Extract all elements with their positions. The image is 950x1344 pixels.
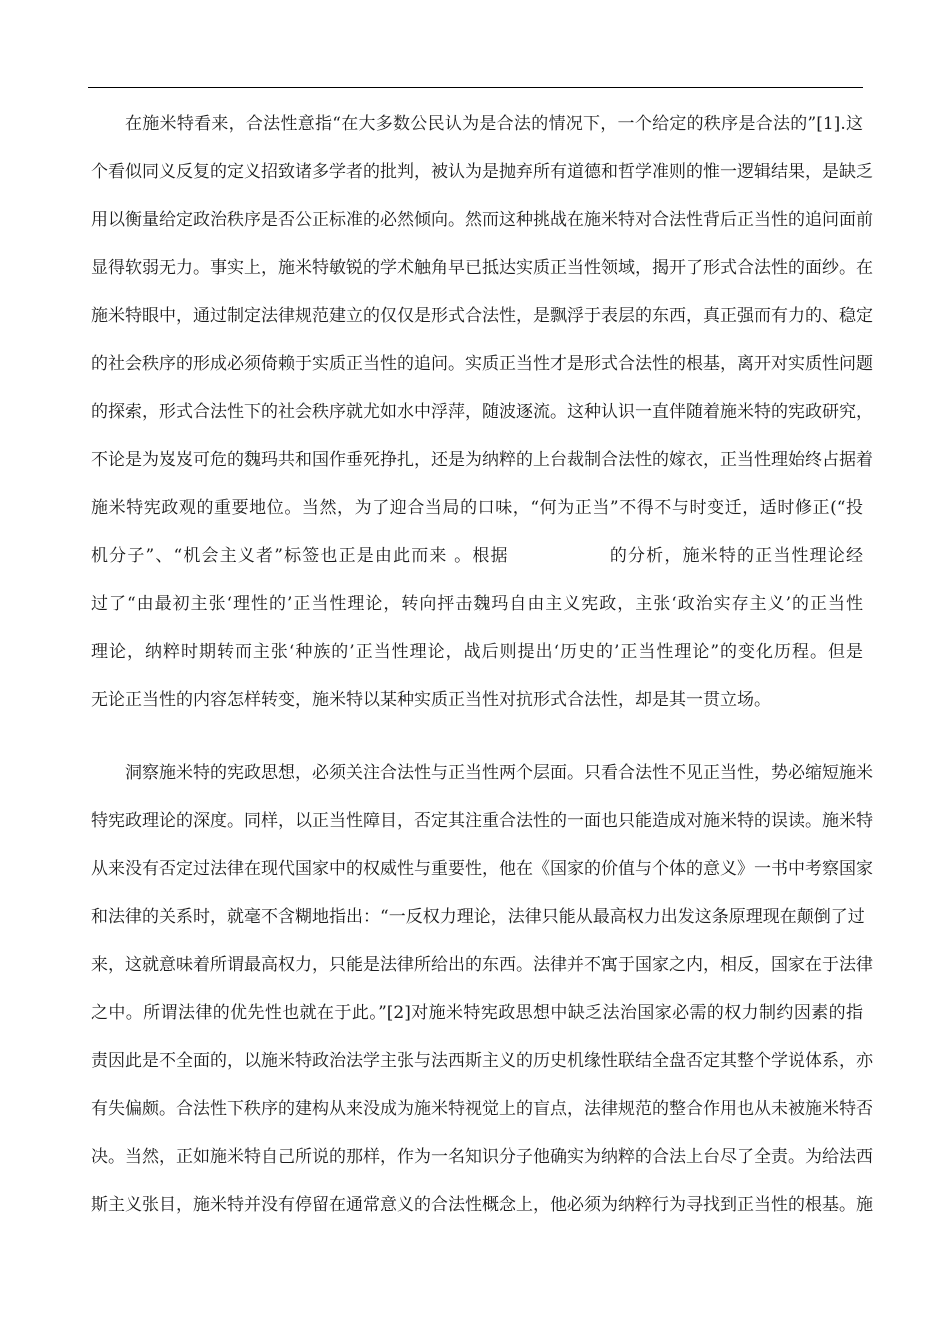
paragraph-1-line-1: 在施米特看来，合法性意指“在大多数公民认为是合法的情况下，一个给定的秩序是合法的”[1].这: [125, 114, 863, 134]
paragraph-2-line-7: 责因此是不全面的，以施米特政治法学主张与法西斯主义的历史机缘性联结全盘否定其整个学说体系，亦: [91, 1051, 873, 1071]
paragraph-1-line-13: 无论正当性的内容怎样转变，施米特以某种实质正当性对抗形式合法性，却是其一贯立场。: [91, 690, 771, 710]
paragraph-2-line-2: 特宪政理论的深度。同样，以正当性障目，否定其注重合法性的一面也只能造成对施米特的误读。施米特: [91, 811, 873, 831]
paragraph-2-line-9: 决。当然，正如施米特自己所说的那样，作为一名知识分子他确实为纳粹的合法上台尽了全责。为给法西: [91, 1147, 873, 1167]
paragraph-1-line-10-after-gap: 的分析，施米特的正当性理论经: [608, 546, 863, 566]
paragraph-2-line-6: 之中。所谓法律的优先性也就在于此。”[2]对施米特宪政思想中缺乏法治国家必需的权力制约因素的指: [91, 1003, 863, 1023]
paragraph-1-line-11: 过了“由最初主张‘理性的’正当性理论，转向抨击魏玛自由主义宪政，主张‘政治实存主义’的正当性: [91, 594, 863, 614]
header-rule: [88, 87, 863, 88]
paragraph-1-line-10: [91, 541, 863, 571]
paragraph-2-line-10: 斯主义张目，施米特并没有停留在通常意义的合法性概念上，他必须为纳粹行为寻找到正当性的根基。施: [91, 1195, 873, 1215]
paragraph-2-line-5: 来，这就意味着所谓最高权力，只能是法律所给出的东西。法律并不寓于国家之内，相反，国家在于法律: [91, 955, 873, 975]
paragraph-2-line-1: 洞察施米特的宪政思想，必须关注合法性与正当性两个层面。只看合法性不见正当性，势必缩短施米: [125, 763, 873, 783]
paragraph-1-line-4: 显得软弱无力。事实上，施米特敏锐的学术触角早已抵达实质正当性领域，揭开了形式合法性的面纱。在: [91, 258, 873, 278]
paragraph-1-line-6: 的社会秩序的形成必须倚赖于实质正当性的追问。实质正当性才是形式合法性的根基，离开对实质性问题: [91, 354, 873, 374]
paragraph-1-line-9: 施米特宪政观的重要地位。当然，为了迎合当局的口味，“何为正当”不得不与时变迁，适时修正(“投: [91, 498, 864, 518]
paragraph-1-line-3: 用以衡量给定政治秩序是否公正标准的必然倾向。然而这种挑战在施米特对合法性背后正当性的追问面前: [91, 210, 873, 230]
paragraph-1-line-7: 的探索，形式合法性下的社会秩序就尤如水中浮萍，随波逐流。这种认识一直伴随着施米特的宪政研究，: [91, 402, 873, 422]
paragraph-2-line-8: 有失偏颇。合法性下秩序的建构从来没成为施米特视觉上的盲点，法律规范的整合作用也从未被施米特否: [91, 1099, 873, 1119]
paragraph-2-line-4: 和法律的关系时，就毫不含糊地指出：“一反权力理论，法律只能从最高权力出发这条原理现在颠倒了过: [91, 907, 865, 927]
paragraph-2-line-3: 从来没有否定过法律在现代国家中的权威性与重要性，他在《国家的价值与个体的意义》一书中考察国家: [91, 859, 873, 879]
paragraph-1-line-10-before-gap: 机分子”、“机会主义者”标签也正是由此而来 。根据: [91, 546, 509, 566]
paragraph-1-line-2: 个看似同义反复的定义招致诸多学者的批判，被认为是抛弃所有道德和哲学准则的惟一逻辑结果，是缺乏: [91, 162, 873, 182]
paragraph-1-line-8: 不论是为岌岌可危的魏玛共和国作垂死挣扎，还是为纳粹的上台裁制合法性的嫁衣，正当性理始终占据着: [91, 450, 873, 470]
paragraph-1-line-12: 理论，纳粹时期转而主张‘种族的’正当性理论，战后则提出‘历史的’正当性理论”的变化历程。但是: [91, 642, 863, 662]
paragraph-1-line-5: 施米特眼中，通过制定法律规范建立的仅仅是形式合法性，是飘浮于表层的东西，真正强而有力的、稳定: [91, 306, 873, 326]
